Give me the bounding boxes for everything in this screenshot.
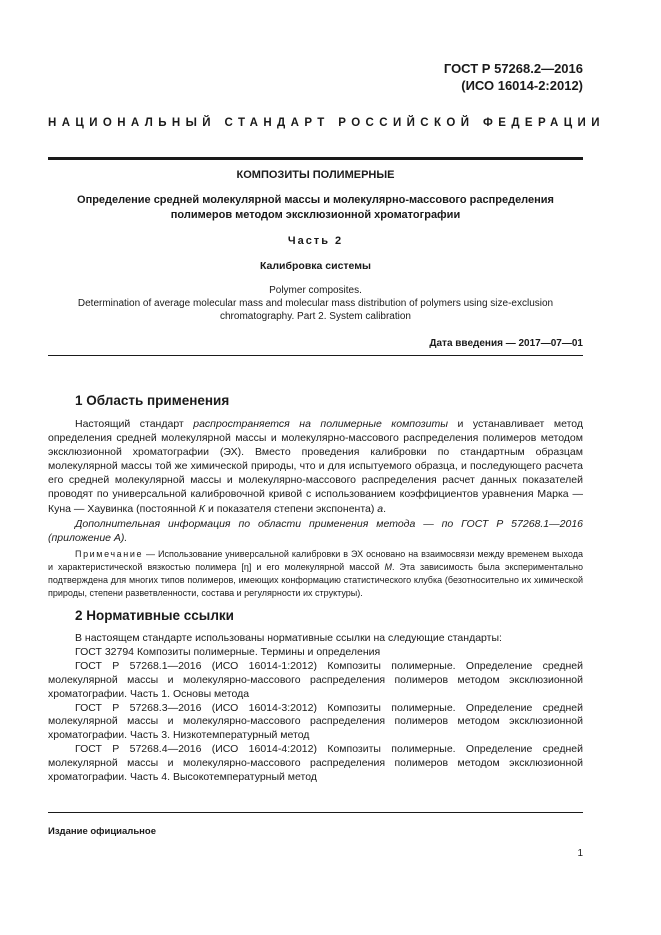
document-title: КОМПОЗИТЫ ПОЛИМЕРНЫЕ bbox=[236, 169, 395, 181]
section-2-heading: 2 Нормативные ссылки bbox=[75, 608, 234, 623]
p1-k: К bbox=[198, 502, 206, 515]
english-title-line: Determination of average molecular mass and molecular mass distribution of polymers using size-exclusion bbox=[77, 298, 554, 309]
section-1-heading: 1 Область применения bbox=[75, 393, 230, 408]
section-1-additional-info bbox=[48, 517, 583, 545]
introduction-date: Дата введения — 2017—07—01 bbox=[429, 338, 583, 349]
p1-end: . bbox=[383, 502, 387, 515]
part-name: Калибровка системы bbox=[260, 260, 371, 272]
reference-item: ГОСТ Р 57268.1—2016 (ИСО 16014-1:2012) Композиты полимерные. Определение средней молекулярной массы и молекулярно-массового распределения полимеров методом эксклюзионной хроматографии. Часть 1. Основы метода bbox=[48, 659, 583, 700]
p2-text: Дополнительная информация по области применения метода — по ГОСТ Р 57268.1—2016 (приложение А). bbox=[48, 518, 583, 545]
reference-item: ГОСТ 32794 Композиты полимерные. Термины и определения bbox=[75, 645, 381, 658]
p1-emphasis: распространяется на полимерные композиты bbox=[193, 418, 448, 430]
english-title bbox=[48, 284, 583, 323]
official-edition-label: Издание официальное bbox=[48, 826, 156, 837]
document-subtitle bbox=[48, 193, 583, 223]
document-code bbox=[444, 60, 583, 94]
english-title-line: Polymer composites. bbox=[269, 285, 362, 296]
standard-number: ГОСТ Р 57268.2—2016 bbox=[443, 61, 583, 76]
note-text: — Использование универсальной калибровки в ЭХ основано на взаимосвязи между временем выхода и характеристической вязкостью полимера [η] и его молекулярной массой bbox=[48, 549, 583, 572]
p1-post: и устанавливает метод определения средней молекулярной массы и молекулярно-массового распределения полимеров методом эксклюзионной хроматографии (ЭХ). Вместо проведения калибровки по стандартным образцам молекулярной массы той же химической природы, что и для испытуемого образца, и последующего расчета его средней молекулярной массы и молекулярно-массового распределения расчет данных показателей проводят по универсальной калибровочной кривой с использованием коэффициентов уравнения Марка — Куна — Хаувинка (постоянной bbox=[48, 418, 584, 515]
note-m: М bbox=[384, 561, 393, 572]
p1-mid: и показателя степени экспонента) bbox=[205, 502, 378, 515]
page-number: 1 bbox=[577, 848, 583, 859]
title-divider bbox=[48, 157, 583, 160]
subtitle-line: Определение средней молекулярной массы и молекулярно-массового распределения bbox=[77, 194, 554, 206]
national-standard-title: НАЦИОНАЛЬНЫЙ СТАНДАРТ РОССИЙСКОЙ ФЕДЕРАЦИИ bbox=[48, 117, 605, 129]
reference-item: ГОСТ Р 57268.3—2016 (ИСО 16014-3:2012) Композиты полимерные. Определение средней молекулярной массы и молекулярно-массового распределения полимеров методом эксклюзионной хроматографии. Часть 3. Низкотемпературный метод bbox=[48, 701, 583, 742]
part-label: Часть 2 bbox=[287, 235, 344, 247]
note-rest: . Эта зависимость была экспериментально подтверждена для многих типов полимеров, имеющих конформацию статистического клубка (безотносительно их химической природы, степени разветвленности, состава и регулярности их структуры). bbox=[48, 561, 584, 598]
footer-divider bbox=[48, 812, 583, 813]
reference-item: ГОСТ Р 57268.4—2016 (ИСО 16014-4:2012) Композиты полимерные. Определение средней молекулярной массы и молекулярно-массового распределения полимеров методом эксклюзионной хроматографии. Часть 4. Высокотемпературный метод bbox=[48, 743, 583, 784]
normative-references bbox=[48, 632, 583, 785]
note-label: Примечание bbox=[75, 549, 144, 559]
iso-number: (ИСО 16014-2:2012) bbox=[461, 78, 583, 93]
references-intro: В настоящем стандарте использованы нормативные ссылки на следующие стандарты: bbox=[75, 632, 502, 644]
p1-a: а bbox=[377, 502, 384, 515]
subtitle-line: полимеров методом эксклюзионной хроматографии bbox=[170, 209, 461, 221]
header-divider bbox=[48, 355, 583, 356]
english-title-line: chromatography. Part 2. System calibration bbox=[219, 311, 411, 322]
section-1-paragraph bbox=[48, 417, 583, 516]
p1-pre: Настоящий стандарт bbox=[75, 418, 194, 430]
section-1-note bbox=[48, 548, 583, 600]
